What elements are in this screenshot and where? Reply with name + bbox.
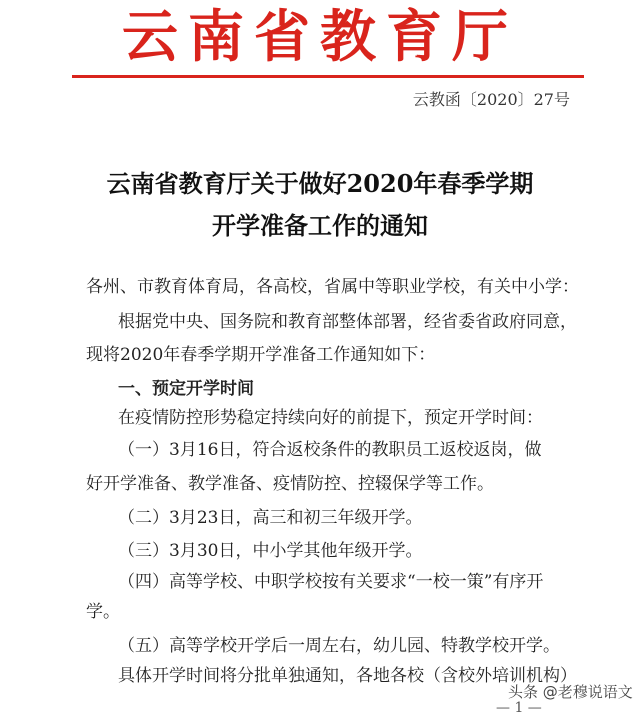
list-item-4-line-2: 学。 [86, 602, 120, 622]
addressee-line: 各州、市教育体育局，各高校，省属中等职业学校，有关中小学： [86, 277, 579, 297]
intro-paragraph-line-1: 根据党中央、国务院和教育部整体部署，经省委省政府同意， [118, 312, 577, 332]
closing-paragraph: 具体开学时间将分批单独通知，各地各校（含校外培训机构） [118, 666, 577, 686]
page-number: — 1 — [496, 700, 542, 716]
red-divider-rule [72, 75, 584, 78]
document-title-line-2: 开学准备工作的通知 [212, 211, 428, 240]
list-item-1-line-2: 好开学准备、教学准备、疫情防控、控辍保学等工作。 [86, 474, 494, 494]
list-item-1-line-1: （一）3月16日，符合返校条件的教职员工返校返岗，做 [118, 440, 542, 460]
list-item-2: （二）3月23日，高三和初三年级开学。 [118, 508, 423, 528]
list-item-4-line-1: （四）高等学校、中职学校按有关要求“一校一策”有序开 [118, 572, 544, 592]
section-lead-paragraph: 在疫情防控形势稳定持续向好的前提下，预定开学时间： [118, 408, 543, 428]
document-number: 云教函〔2020〕27号 [412, 90, 570, 109]
list-item-5: （五）高等学校开学后一周左右，幼儿园、特教学校开学。 [118, 636, 560, 656]
list-item-3: （三）3月30日，中小学其他年级开学。 [118, 541, 423, 561]
section-heading: 一、预定开学时间 [118, 379, 254, 399]
document-title-line-1: 云南省教育厅关于做好2020年春季学期 [106, 169, 534, 198]
intro-paragraph-line-2: 现将2020年春季学期开学准备工作通知如下： [86, 345, 436, 365]
issuer-header: 云南省教育厅 [122, 4, 518, 70]
watermark-label: 头条 @老穆说语文 [508, 683, 633, 701]
